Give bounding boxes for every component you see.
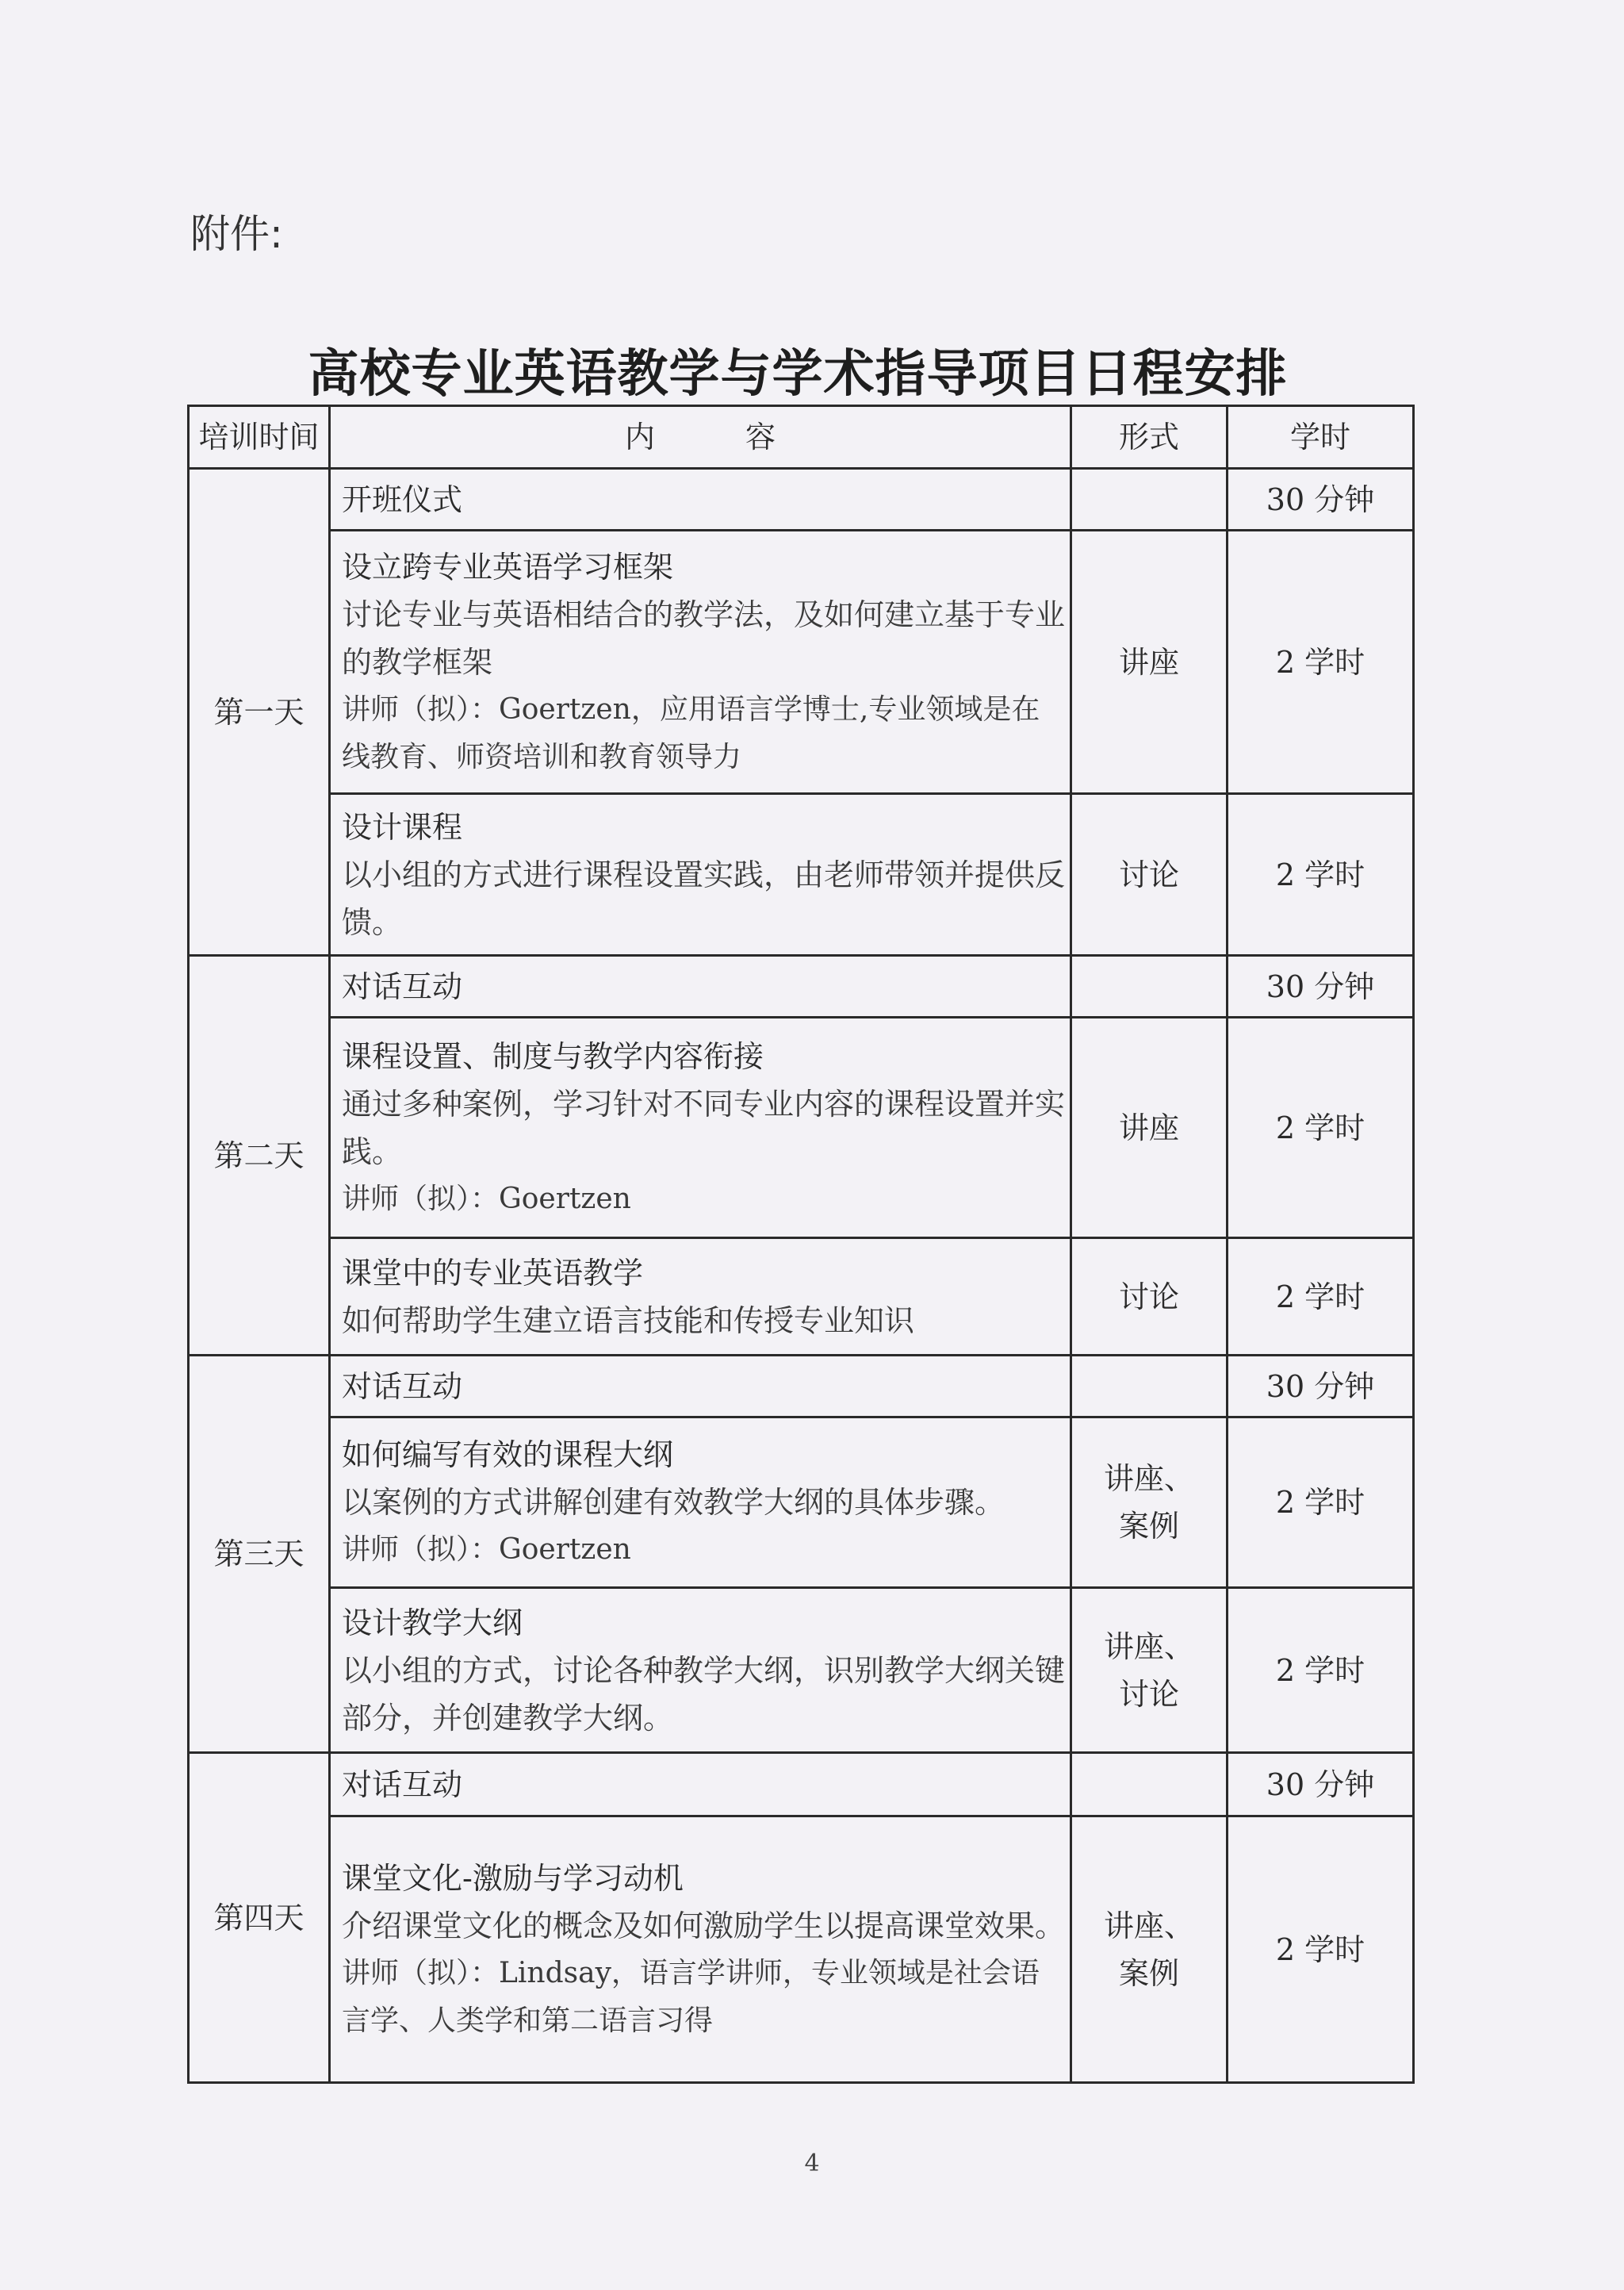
form-cell: 讲座 [1071, 531, 1228, 794]
content-cell [330, 1753, 1071, 1816]
content-cell [330, 469, 1071, 531]
hours-cell: 30 分钟 [1228, 469, 1414, 531]
table-row [189, 469, 1414, 531]
content-cell [330, 1588, 1071, 1753]
day-cell: 第三天 [189, 1356, 330, 1753]
item-description: 以案例的方式讲解创建有效教学大纲的具体步骤。 [342, 1485, 1005, 1520]
header-time: 培训时间 [189, 406, 330, 469]
hours-cell: 2 学时 [1228, 1238, 1414, 1356]
form-cell: 讲座、案例 [1071, 1417, 1228, 1588]
item-title: 设计教学大纲 [342, 1605, 523, 1640]
table-row [189, 1417, 1414, 1588]
header-form: 形式 [1071, 406, 1228, 469]
item-lecturer: 讲师（拟）：Goertzen，应用语言学博士,专业领域是在线教育、师资培训和教育领导力 [342, 692, 1040, 773]
document-title: 高校专业英语教学与学术指导项目日程安排 [308, 344, 1288, 404]
header-content: 内 容 [330, 406, 1071, 469]
table-row [189, 1816, 1414, 2083]
item-description: 以小组的方式，讨论各种教学大纲，识别教学大纲关键部分，并创建教学大纲。 [342, 1652, 1066, 1736]
table-row [189, 1753, 1414, 1816]
table-row [189, 1356, 1414, 1417]
hours-cell: 2 学时 [1228, 1018, 1414, 1238]
content-cell [330, 1417, 1071, 1588]
item-title: 对话互动 [342, 1766, 463, 1802]
item-lecturer: 讲师（拟）：Goertzen [342, 1533, 631, 1566]
content-cell [330, 1238, 1071, 1356]
item-title: 课堂文化-激励与学习动机 [342, 1860, 684, 1896]
content-cell [330, 1816, 1071, 2083]
hours-cell: 2 学时 [1228, 531, 1414, 794]
form-cell [1071, 956, 1228, 1018]
table-row [189, 1238, 1414, 1356]
item-lecturer: 讲师（拟）：Lindsay，语言学讲师，专业领域是社会语言学、人类学和第二语言习得 [342, 1956, 1040, 2037]
item-description: 介绍课堂文化的概念及如何激励学生以提高课堂效果。 [342, 1908, 1066, 1943]
day-cell: 第四天 [189, 1753, 330, 2083]
attachment-label: 附件: [190, 211, 283, 257]
hours-cell: 2 学时 [1228, 794, 1414, 956]
form-cell: 讲座 [1071, 1018, 1228, 1238]
content-cell [330, 531, 1071, 794]
item-title: 对话互动 [342, 969, 463, 1004]
form-cell [1071, 1356, 1228, 1417]
item-description: 通过多种案例，学习针对不同专业内容的课程设置并实践。 [342, 1086, 1066, 1169]
day-cell: 第二天 [189, 956, 330, 1356]
table-row [189, 794, 1414, 956]
day-cell: 第一天 [189, 469, 330, 956]
hours-cell: 30 分钟 [1228, 1753, 1414, 1816]
content-cell [330, 1356, 1071, 1417]
table-header-row [189, 406, 1414, 469]
header-hours: 学时 [1228, 406, 1414, 469]
item-title: 课堂中的专业英语教学 [342, 1255, 644, 1291]
table-row [189, 956, 1414, 1018]
table-row [189, 1018, 1414, 1238]
hours-cell: 2 学时 [1228, 1417, 1414, 1588]
item-description: 以小组的方式进行课程设置实践，由老师带领并提供反馈。 [342, 857, 1066, 940]
form-cell: 讲座、讨论 [1071, 1588, 1228, 1753]
hours-cell: 2 学时 [1228, 1588, 1414, 1753]
item-title: 如何编写有效的课程大纲 [342, 1437, 674, 1472]
item-title: 设计课程 [342, 809, 463, 845]
item-lecturer: 讲师（拟）：Goertzen [342, 1182, 631, 1215]
item-title: 课程设置、制度与教学内容衔接 [342, 1038, 764, 1074]
item-title: 对话互动 [342, 1368, 463, 1404]
item-description: 讨论专业与英语相结合的教学法，及如何建立基于专业的教学框架 [342, 596, 1066, 680]
page-number: 4 [804, 2150, 820, 2177]
form-cell [1071, 469, 1228, 531]
form-cell: 讲座、案例 [1071, 1816, 1228, 2083]
form-cell: 讨论 [1071, 1238, 1228, 1356]
table-row [189, 531, 1414, 794]
item-title: 开班仪式 [342, 481, 463, 517]
content-cell [330, 956, 1071, 1018]
content-cell [330, 794, 1071, 956]
hours-cell: 2 学时 [1228, 1816, 1414, 2083]
form-cell: 讨论 [1071, 794, 1228, 956]
hours-cell: 30 分钟 [1228, 956, 1414, 1018]
item-description: 如何帮助学生建立语言技能和传授专业知识 [342, 1302, 915, 1338]
hours-cell: 30 分钟 [1228, 1356, 1414, 1417]
table-row [189, 1588, 1414, 1753]
item-title: 设立跨专业英语学习框架 [342, 549, 674, 585]
content-cell [330, 1018, 1071, 1238]
form-cell [1071, 1753, 1228, 1816]
schedule-table [187, 405, 1415, 2084]
